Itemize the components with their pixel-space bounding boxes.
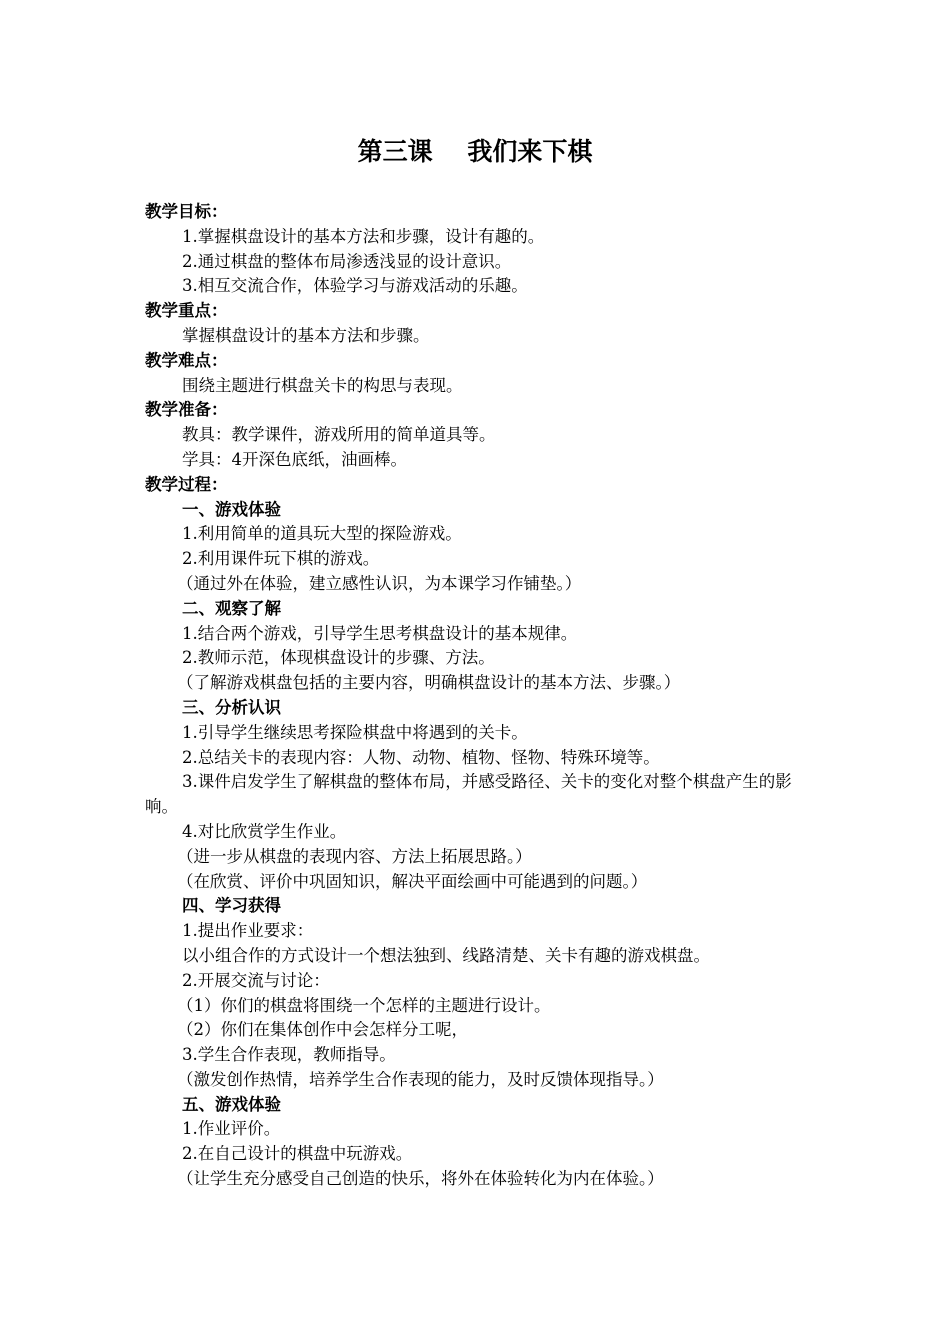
key-points-heading: 教学重点： [145,301,228,321]
section-note: （通过外在体验，建立感性认识，为本课学习作铺垫。） [177,573,582,593]
section-item: 1.利用简单的道具玩大型的探险游戏。 [182,524,462,544]
preparation-heading: 教学准备： [145,400,228,420]
key-points-text: 掌握棋盘设计的基本方法和步骤。 [182,325,430,345]
section-item: 4.对比欣赏学生作业。 [182,821,347,841]
preparation-teacher: 教具：教学课件，游戏所用的简单道具等。 [182,425,496,445]
section-item: 2.开展交流与讨论： [182,970,330,990]
section-item: 3.学生合作表现，教师指导。 [182,1045,396,1065]
section-item: 以小组合作的方式设计一个想法独到、线路清楚、关卡有趣的游戏棋盘。 [182,945,710,965]
section-note: （激发创作热情，培养学生合作表现的能力，及时反馈体现指导。） [177,1069,664,1089]
section-note: （进一步从棋盘的表现内容、方法上拓展思路。） [177,846,532,866]
section-question: （2）你们在集体创作中会怎样分工呢， [177,1020,468,1040]
page-title: 第三课 我们来下棋 [357,137,593,166]
difficulties-text: 围绕主题进行棋盘关卡的构思与表现。 [182,375,463,395]
section-question: （1）你们的棋盘将围绕一个怎样的主题进行设计。 [177,995,551,1015]
section-title: 三、分析认识 [182,697,281,717]
section-title: 四、学习获得 [182,896,281,916]
section-title: 一、游戏体验 [182,499,281,519]
section-item: 1.结合两个游戏，引导学生思考棋盘设计的基本规律。 [182,623,578,643]
preparation-student: 学具：4开深色底纸，油画棒。 [182,449,407,469]
process-heading: 教学过程： [145,474,228,494]
objectives-heading: 教学目标： [145,202,228,221]
section-item: 3.课件启发学生了解棋盘的整体布局，并感受路径、关卡的变化对整个棋盘产生的影响。 [145,772,792,817]
objective-item: 1.掌握棋盘设计的基本方法和步骤，设计有趣的。 [182,226,545,246]
section-item: 1.作业评价。 [182,1119,281,1139]
objective-item: 3.相互交流合作，体验学习与游戏活动的乐趣。 [182,276,528,296]
section-note: （在欣赏、评价中巩固知识，解决平面绘画中可能遇到的问题。） [177,871,648,891]
section-item: 2.教师示范，体现棋盘设计的步骤、方法。 [182,648,495,668]
section-title: 五、游戏体验 [182,1094,281,1114]
lesson-content [145,200,805,1192]
section-item: 2.在自己设计的棋盘中玩游戏。 [182,1144,413,1164]
section-item: 1.引导学生继续思考探险棋盘中将遇到的关卡。 [182,722,528,742]
section-note: （了解游戏棋盘包括的主要内容，明确棋盘设计的基本方法、步骤。） [177,673,681,693]
section-item: 1.提出作业要求： [182,921,314,941]
section-title: 二、观察了解 [182,598,281,618]
section-note: （让学生充分感受自己创造的快乐，将外在体验转化为内在体验。） [177,1169,664,1189]
objective-item: 2.通过棋盘的整体布局渗透浅显的设计意识。 [182,251,512,271]
difficulties-heading: 教学难点： [145,350,228,370]
section-item: 2.总结关卡的表现内容：人物、动物、植物、怪物、特殊环境等。 [182,747,660,767]
section-item: 2.利用课件玩下棋的游戏。 [182,549,380,569]
